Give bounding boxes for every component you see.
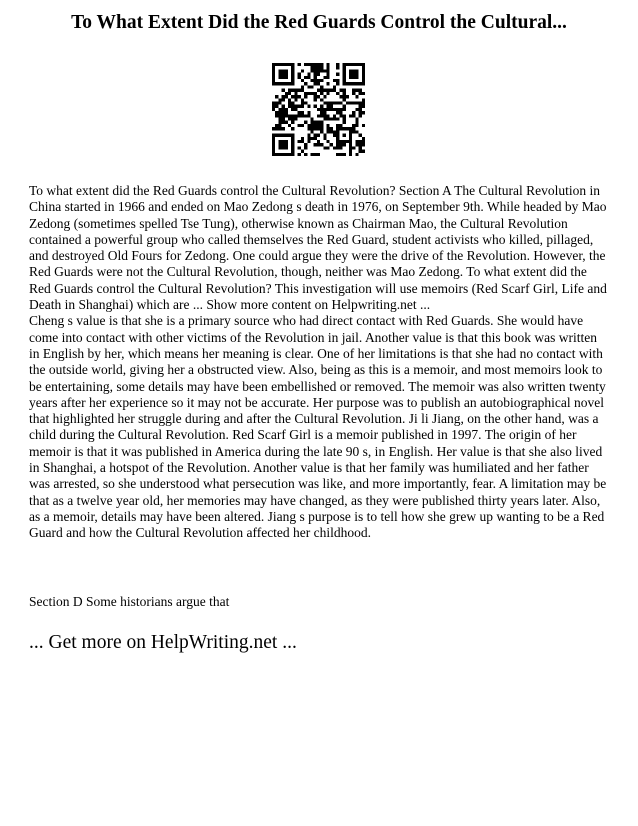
document-body: [29, 183, 610, 542]
get-more-link[interactable]: ... Get more on HelpWriting.net ...: [29, 632, 297, 653]
paragraph-intro: To what extent did the Red Guards control the Cultural Revolution? Section A The Cultural Revolution in China started in 1966 and ended on Mao Zedong s death in 1976, on September 9th. While headed by Mao Zedong (sometimes spelled Tse Tung), otherwise known as Chairman Mao, the Cultural Revolution contained a powerful group who called themselves the Red Guard, student activists who killed, pillaged, and destroyed Old Fours for Zedong. One could argue they were the drive of the Revolution. However, the Red Guards were not the Cultural Revolution, though, neither was Mao Zedong. To what extent did the Red Guards control the Cultural Revolution? This investigation will use memoirs (Red Scarf Girl, Life and Death in Shanghai) which are ... Show more content on Helpwriting.net ...: [29, 183, 607, 313]
qr-code-icon: [272, 63, 365, 156]
paragraph-analysis: Cheng s value is that she is a primary source who had direct contact with Red Guards. She would have come into contact with other victims of the Revolution in jail. Another value is that this book was written in English by her, which means her meaning is clear. One of her limitations is that she had no contact with the outside world, giving her a obstructed view. Also, being as this is a memoir, and most memoirs look to be entertaining, some details may have been embellished or removed. The memoir was also written twenty years after her experience so it may not be accurate. Her purpose was to publish an autobiographical novel that highlighted her struggle during and after the Cultural Revolution. Ji li Jiang, on the other hand, was a child during the Cultural Revolution. Red Scarf Girl is a memoir published in 1997. The origin of her memoir is that it was published in America during the late 90 s, in English. Her value is that she also lived in Shanghai, a hotspot of the Revolution. Another value is that her family was humiliated and her father was arrested, so she understood what persecution was like, and more importantly, fear. A limitation may be that as a twelve year old, her memories may have changed, as they were published thirty years later. Also, as a memoir, details may have been altered. Jiang s purpose is to tell how she grew up wanting to be a Red Guard and how the Cultural Revolution affected her childhood.: [29, 313, 607, 541]
document-title: To What Extent Did the Red Guards Control the Cultural...: [71, 12, 567, 33]
section-d-text: Section D Some historians argue that: [29, 594, 230, 609]
